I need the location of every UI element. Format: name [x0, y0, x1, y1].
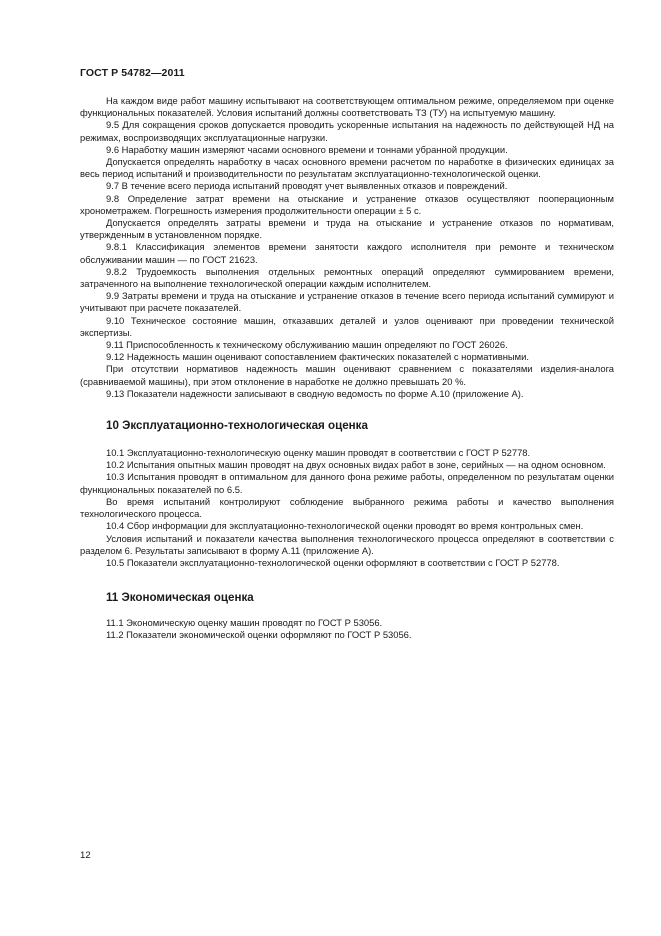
- document-header: ГОСТ Р 54782—2011: [80, 67, 185, 79]
- paragraph: 9.6 Наработку машин измеряют часами основного времени и тоннами убранной продукции.: [106, 143, 508, 155]
- paragraph: Условия испытаний и показатели качества выполнения технологического процесса определяют в соответствии с разделом 6. Результаты записывают в форму А.11 (приложение А).: [80, 532, 614, 556]
- paragraph: Допускается определять наработку в часах основного времени расчетом по наработке в физических единицах за весь период испытаний и производительности по результатам эксплуатационно-технологической оценки.: [80, 156, 614, 180]
- paragraph: 10.1 Эксплуатационно-технологическую оценку машин проводят в соответствии с ГОСТ Р 52778.: [106, 447, 531, 459]
- section-9-body: [80, 95, 614, 400]
- paragraph: 9.7 В течение всего периода испытаний проводят учет выявленных отказов и повреждений.: [106, 180, 508, 192]
- paragraph: 11.1 Экономическую оценку машин проводят по ГОСТ Р 53056.: [106, 617, 383, 629]
- paragraph: 9.11 Приспособленность к техническому обслуживанию машин определяют по ГОСТ 26026.: [106, 339, 508, 351]
- paragraph: 9.10 Техническое состояние машин, отказавших деталей и узлов оценивают при проведении технической экспертизы.: [80, 314, 614, 338]
- paragraph: 11.2 Показатели экономической оценки оформляют по ГОСТ Р 53056.: [106, 629, 412, 641]
- section-11-title: 11 Экономическая оценка: [106, 591, 254, 605]
- paragraph: 9.8 Определение затрат времени на отыскание и устранение отказов осуществляют пооперационным хронометражем. Погрешность измерения продолжительности операции ± 5 с.: [80, 192, 614, 216]
- paragraph: 9.9 Затраты времени и труда на отыскание и устранение отказов в течение всего периода испытаний суммируют и учитывают при расчете показателей.: [80, 290, 614, 314]
- paragraph: 9.8.1 Классификация элементов времени занятости каждого исполнителя при ремонте и техническом обслуживании машин — по ГОСТ 21623.: [80, 241, 614, 265]
- paragraph: Допускается определять затраты времени и труда на отыскание и устранение отказов по нормативам, утвержденным в установленном порядке.: [80, 217, 614, 241]
- section-10-title: 10 Эксплуатационно-технологическая оценка: [106, 419, 368, 433]
- paragraph: Во время испытаний контролируют соблюдение выбранного режима работы и качество выполнения технологического процесса.: [80, 495, 614, 520]
- page-number: 12: [80, 850, 91, 861]
- paragraph: 9.8.2 Трудоемкость выполнения отдельных ремонтных операций определяют суммированием времени, затраченного на выполнение технологической операции каждым исполнителем.: [80, 265, 614, 290]
- paragraph: 9.5 Для сокращения сроков допускается проводить ускоренные испытания на надежность по действующей НД на режимах, воспроизводящих эксплуатационные нагрузки.: [80, 119, 614, 143]
- paragraph: 10.3 Испытания проводят в оптимальном для данного фона режиме работы, определенном по результатам оценки функциональных показателей по 6.5.: [80, 471, 614, 495]
- paragraph: 10.2 Испытания опытных машин проводят на двух основных видах работ в зоне, серийных — на одном основном.: [106, 459, 606, 471]
- paragraph: При отсутствии нормативов надежность машин оценивают сравнением с показателями изделия-аналога (сравниваемой машины), при этом отклонение в наработке не должно превышать 20 %.: [80, 363, 614, 387]
- page-content: [80, 95, 614, 642]
- paragraph: 10.5 Показатели эксплуатационно-технологической оценки оформляют в соответствии с ГОСТ Р 52778.: [106, 556, 560, 568]
- section-10-body: [80, 447, 614, 569]
- section-11-body: [80, 617, 614, 641]
- paragraph: 9.12 Надежность машин оценивают сопоставлением фактических показателей с нормативными.: [106, 351, 529, 363]
- paragraph: На каждом виде работ машину испытывают на соответствующем оптимальном режиме, определяемом при оценке функциональных показателей. Условия испытаний должны соответствовать ТЗ (ТУ) на испытуемую машину.: [80, 95, 614, 119]
- paragraph: 9.13 Показатели надежности записывают в сводную ведомость по форме А.10 (приложение А).: [106, 387, 524, 399]
- paragraph: 10.4 Сбор информации для эксплуатационно-технологической оценки проводят во время контрольных смен.: [106, 520, 584, 532]
